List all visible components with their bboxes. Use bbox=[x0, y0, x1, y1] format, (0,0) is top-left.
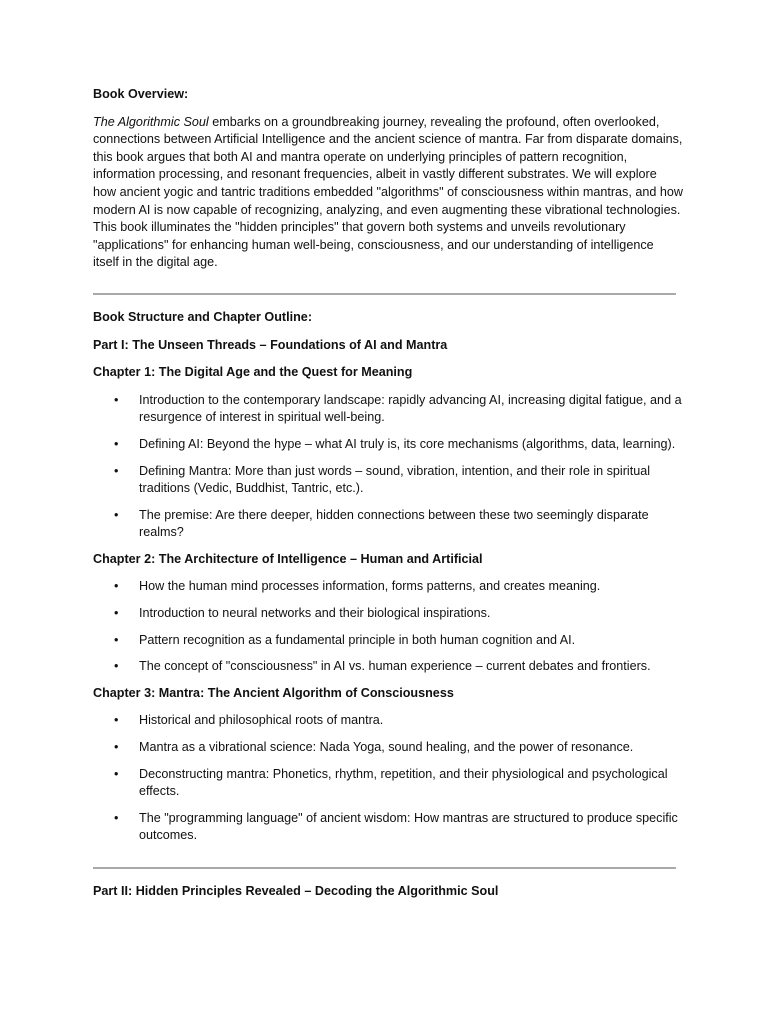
overview-body: embarks on a groundbreaking journey, revealing the profound, often overlooked, connections between Artificial Intelligence and the ancient science of mantra. Far from disparate domains, this book argues that both AI and mantra operate on underlying principles of pattern recognition, information processing, and resonant frequencies, albeit in vastly different substrates. We will explore how ancient yogic and tantric traditions embedded "algorithms" of consciousness within mantras, and how modern AI is now capable of recognizing, analyzing, and even augmenting these vibrational technologies. This book illuminates the "hidden principles" that govern both systems and unveils revolutionary "applications" for enhancing human well-being, consciousness, and our understanding of intelligence itself in the digital age. bbox=[93, 114, 683, 270]
bullet-icon: • bbox=[114, 659, 119, 674]
list-item: • Historical and philosophical roots of mantra. bbox=[93, 712, 683, 730]
bullet-icon: • bbox=[114, 606, 119, 621]
chapter-3-list bbox=[93, 712, 683, 845]
book-title-italic: The Algorithmic Soul bbox=[93, 114, 209, 129]
bullet-icon: • bbox=[114, 632, 119, 647]
section-divider bbox=[93, 867, 676, 869]
chapter-2-title: Chapter 2: The Architecture of Intelligence – Human and Artificial bbox=[93, 551, 483, 566]
overview-paragraph bbox=[93, 114, 683, 272]
list-item: • How the human mind processes information, forms patterns, and creates meaning. bbox=[93, 578, 683, 596]
list-item: • Defining Mantra: More than just words – sound, vibration, intention, and their role in spiritual traditions (Vedic, Buddhist, Tantric, etc.). bbox=[114, 463, 651, 496]
list-item: • Introduction to neural networks and their biological inspirations. bbox=[93, 605, 683, 623]
bullet-icon: • bbox=[114, 579, 119, 594]
list-item: • Mantra as a vibrational science: Nada Yoga, sound healing, and the power of resonance. bbox=[93, 739, 683, 757]
list-item: • Introduction to the contemporary landscape: rapidly advancing AI, increasing digital fatigue, and a resurgence of interest in spiritual well-being. bbox=[114, 392, 682, 425]
chapter-1-title: Chapter 1: The Digital Age and the Quest for Meaning bbox=[93, 365, 413, 380]
bullet-icon: • bbox=[114, 713, 119, 728]
bullet-icon: • bbox=[114, 810, 119, 825]
list-item: • The premise: Are there deeper, hidden connections between these two seemingly disparate realms? bbox=[114, 507, 649, 540]
bullet-icon: • bbox=[114, 507, 119, 522]
overview-heading: Book Overview: bbox=[93, 87, 189, 101]
list-item: • Defining AI: Beyond the hype – what AI truly is, its core mechanisms (algorithms, data, learning). bbox=[93, 436, 683, 454]
bullet-icon: • bbox=[114, 766, 119, 781]
list-item: • Pattern recognition as a fundamental principle in both human cognition and AI. bbox=[93, 632, 683, 650]
list-item: • The "programming language" of ancient wisdom: How mantras are structured to produce specific outcomes. bbox=[114, 810, 678, 843]
bullet-icon: • bbox=[114, 392, 119, 407]
section-divider bbox=[93, 293, 676, 295]
document-page bbox=[93, 86, 683, 901]
chapter-2-list bbox=[93, 578, 683, 675]
part-2-title: Part II: Hidden Principles Revealed – Decoding the Algorithmic Soul bbox=[93, 884, 499, 898]
list-item: • The concept of "consciousness" in AI vs. human experience – current debates and frontiers. bbox=[93, 658, 683, 676]
structure-heading: Book Structure and Chapter Outline: bbox=[93, 309, 313, 324]
bullet-icon: • bbox=[114, 436, 119, 451]
bullet-icon: • bbox=[114, 740, 119, 755]
part-1-title: Part I: The Unseen Threads – Foundations of AI and Mantra bbox=[93, 337, 448, 352]
list-item: • Deconstructing mantra: Phonetics, rhythm, repetition, and their physiological and psychological effects. bbox=[114, 766, 668, 799]
bullet-icon: • bbox=[114, 463, 119, 478]
chapter-3-title: Chapter 3: Mantra: The Ancient Algorithm of Consciousness bbox=[93, 685, 454, 700]
chapter-1-list bbox=[93, 392, 683, 542]
